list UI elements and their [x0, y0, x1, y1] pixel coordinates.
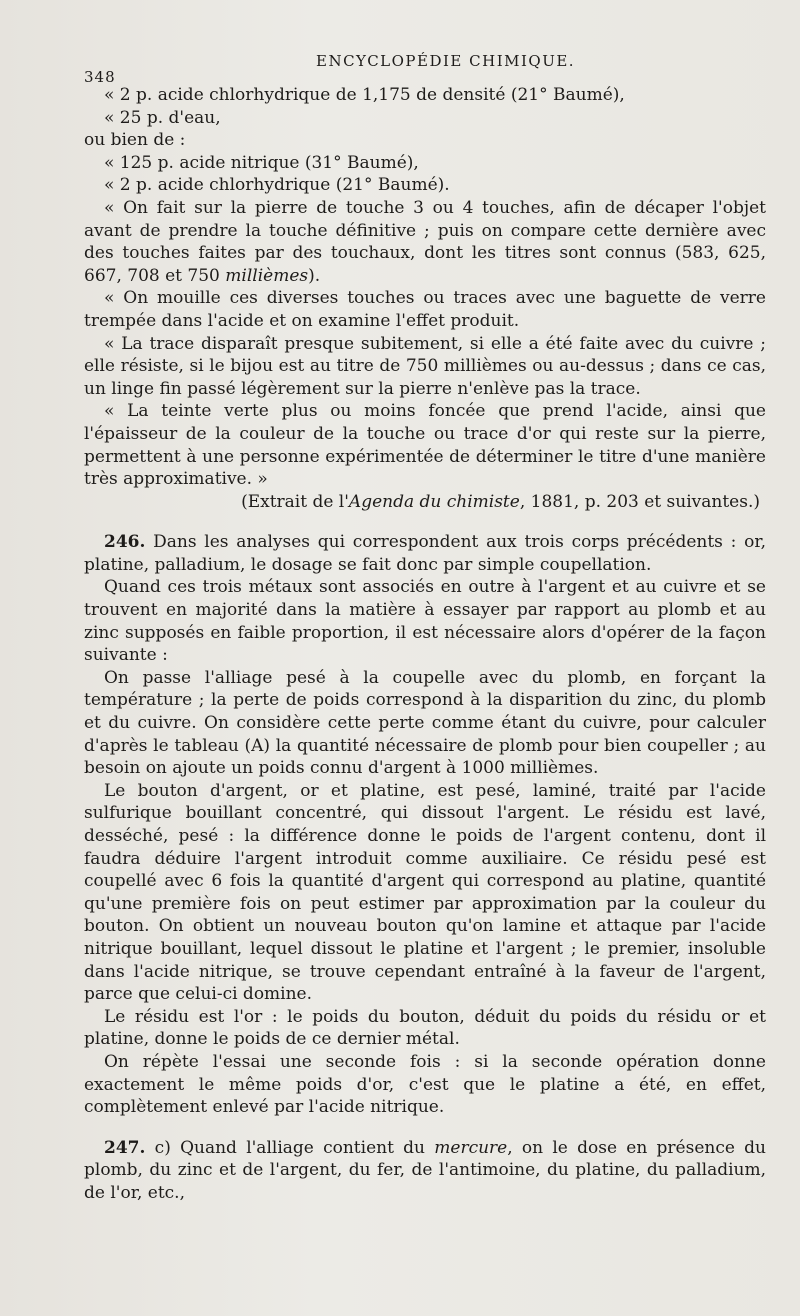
paragraph-silver-button: Le bouton d'argent, or et platine, est pesé, laminé, traité par l'acide sulfurique bouillant concentré, qui dissout l'argent. Le résidu est lavé, desséché, pesé : la différence donne le poids de l'argent contenu, dont il faudra déduire l'argent introduit comme auxiliaire. Ce résidu pesé est coupellé avec 6 fois la quantité d'argent qui correspond au platine, quantité qu'une première fois on peut estimer par approximation par la couleur du bouton. On obtient un nouveau bouton qu'on lamine et attaque par l'acide nitrique bouillant, lequel dissout le platine et l'argent ; le premier, insoluble dans l'acide nitrique, se trouve cependant entraîné à la faveur de l'argent, parce que celui-ci domine.	[84, 780, 766, 1005]
citation-prefix: (Extrait de l'	[241, 491, 349, 512]
paragraph-three-metals: Quand ces trois métaux sont associés en outre à l'argent et au cuivre et se trouvent en majorité dans la matière à essayer par rapport au plomb et au zinc supposés en faible proportion, il est nécessaire alors d'opérer de la façon suivante :	[84, 577, 766, 666]
running-title: ENCYCLOPÉDIE CHIMIQUE.	[316, 52, 576, 70]
section-246-number: 246.	[104, 532, 146, 553]
section-247	[84, 1137, 766, 1205]
paragraph-green-tint: « La teinte verte plus ou moins foncée que prend l'acide, ainsi que l'épaisseur de la couleur de la touche ou trace d'or qui reste sur la pierre, permettent à une personne expérimentée de déterminer le titre d'une manière très approximative. »	[84, 401, 766, 490]
citation-suffix: , 1881, p. 203 et suivantes.)	[519, 491, 760, 512]
paragraph-gold-residue: Le résidu est l'or : le poids du bouton, déduit du poids du résidu or et platine, donne le poids de ce dernier métal.	[84, 1006, 766, 1050]
page-header	[84, 52, 766, 86]
recipe-line-3: « 125 p. acide nitrique (31° Baumé),	[104, 152, 419, 173]
paragraph-touchstone-end: ).	[308, 265, 321, 286]
section-246	[84, 531, 766, 576]
paragraph-touchstone	[84, 197, 766, 287]
paragraph-touchstone-emphasis: millièmes	[225, 265, 309, 286]
paragraph-cupellation: On passe l'alliage pesé à la coupelle avec du plomb, en forçant la température ; la perte de poids correspond à la disparition du zinc, du plomb et du cuivre. On considère cette perte comme étant du cuivre, pour calculer d'après le tableau (A) la quantité nécessaire de plomb pour bien coupeller ; au besoin on ajoute un poids connu d'argent à 1000 millièmes.	[84, 667, 766, 779]
citation	[84, 491, 766, 514]
page-number: 348	[84, 68, 116, 86]
recipe-alternative: ou bien de :	[84, 130, 186, 151]
paragraph-wet-touches: « On mouille ces diverses touches ou traces avec une baguette de verre trempée dans l'acide et on examine l'effet produit.	[84, 288, 766, 331]
recipe-line-4: « 2 p. acide chlorhydrique (21° Baumé).	[104, 175, 450, 196]
section-246-text: Dans les analyses qui correspondent aux trois corps précédents : or, platine, palladium, le dosage se fait donc par simple coupellation.	[84, 532, 766, 575]
recipe-line-2: « 25 p. d'eau,	[104, 107, 221, 128]
paragraph-touchstone-text: « On fait sur la pierre de touche 3 ou 4 touches, afin de décaper l'objet avant de prendre la touche définitive ; puis on compare cette dernière avec des touches faites par des touchaux, dont les titres sont connus (583, 625, 667, 708 et 750	[84, 197, 766, 286]
recipe-line-1: « 2 p. acide chlorhydrique de 1,175 de densité (21° Baumé),	[104, 85, 625, 105]
section-247-emphasis: mercure	[434, 1137, 508, 1158]
section-247-text: , on le dose en présence du plomb, du zinc et de l'argent, du fer, de l'antimoine, du platine, du palladium, de l'or, etc.,	[84, 1137, 767, 1203]
section-247-lead: c) Quand l'alliage contient du	[154, 1137, 435, 1158]
paragraph-trace: « La trace disparaît presque subitement, si elle a été faite avec du cuivre ; elle résiste, si le bijou est au titre de 750 millièmes ou au-dessus ; dans ce cas, un linge fin passé légèrement sur la pierre n'enlève pas la trace.	[84, 333, 766, 399]
body-text	[84, 84, 766, 1205]
citation-source: Agenda du chimiste	[348, 491, 520, 512]
section-247-number: 247.	[104, 1137, 146, 1158]
paragraph-repeat-test: On répète l'essai une seconde fois : si la seconde opération donne exactement le même poids d'or, c'est que le platine a été, en effet, complètement enlevé par l'acide nitrique.	[84, 1051, 766, 1118]
